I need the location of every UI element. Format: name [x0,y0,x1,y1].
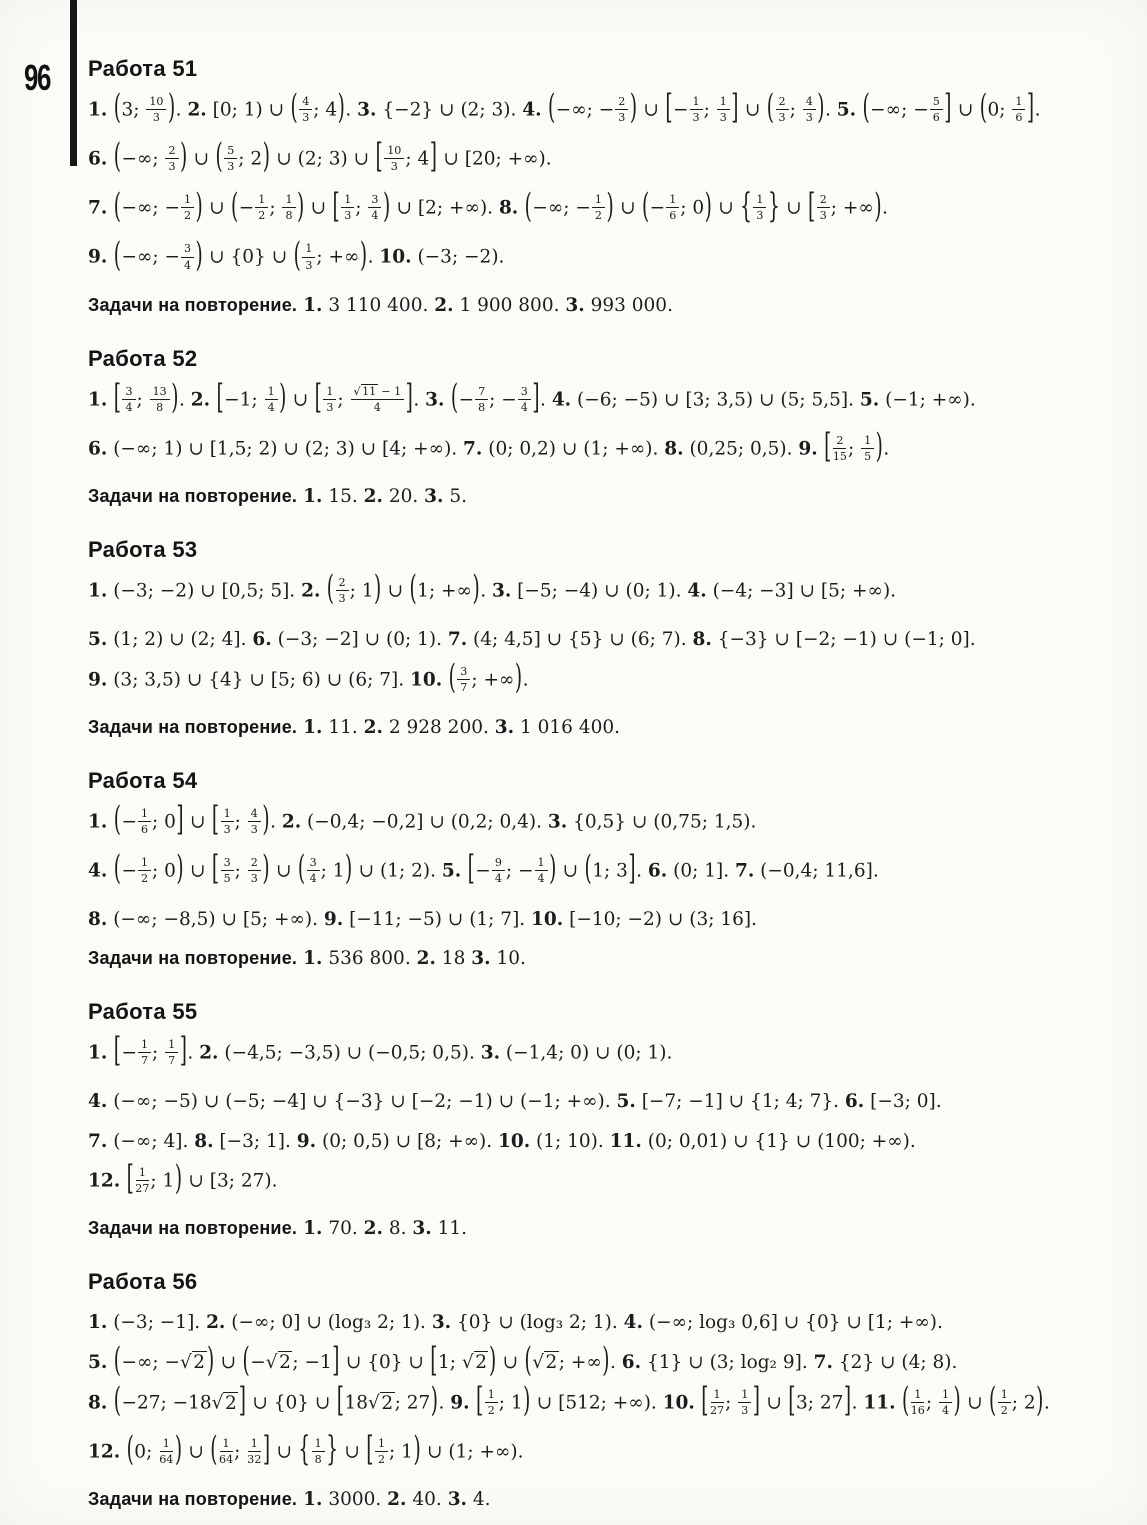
work-title: Работа 54 [88,767,198,793]
work-title: Работа 51 [88,56,198,81]
answer-line: 1. (−3; −2) ∪ [0,5; 5]. 2. ( $\frac{2}{3}$ ; 1) ∪ (1; +∞). 3. [−5; −4) ∪ (0; 1). 4. (−4; −3] ∪ [5; +∞). [88,570,897,609]
repetition-answers: 1. 15. 2. 20. 3. 5. [303,485,468,507]
section-rabota-51 [88,56,1133,319]
repetition-answers: 1. 70. 2. 8. 3. 11. [303,1218,468,1240]
section-rabota-56 [88,1269,1133,1513]
answer-line: 1. (− $\frac{1}{6}$ ; 0] ∪ [ $\frac{1}{3}$ ; $\frac{4}{3}$ ). 2. (−0,4; −0,2] ∪ (0,2; 0,4). 3. {0,5} ∪ (0,75; 1,5). [88,801,757,839]
answer-line: 4. (−∞; −5) ∪ (−5; −4] ∪ {−3} ∪ [−2; −1) ∪ (−1; +∞). 5. [−7; −1] ∪ {1; 4; 7}. 6. [−3; 0]. [88,1090,942,1112]
repetition-label: Задачи на повторение. [88,1489,298,1510]
answer-line: 1. (−3; −1]. 2. (−∞; 0] ∪ (log₃ 2; 1). 3. {0} ∪ (log₃ 2; 1). 4. (−∞; log₃ 0,6] ∪ {0} ∪ [1; +∞). [88,1312,943,1334]
answer-line: 1. [− $\frac{1}{7}$ ; $\frac{1}{7}$ ]. 2. (−4,5; −3,5) ∪ (−0,5; 0,5). 3. (−1,4; 0) ∪ (0; 1). [88,1032,673,1070]
page-number: 96 [24,57,50,98]
repetition-line [88,946,1133,972]
answer-line: 8. (−27; −18√2 ] ∪ {0} ∪ [18√2; 27). 9. [ $\frac{1}{2}$ ; 1) ∪ [512; +∞). 10. [ $\frac{1}{27}$ ; $\frac{1}{3}$ ] ∪ [3; 27]. 11. ( $\frac{1}{16}$ ; $\frac{1}{4}$ ) ∪ ( $\frac{1}{2}$ ; 2). [88,1382,1050,1421]
repetition-line [88,1216,1133,1242]
answer-line: 7. (−∞; 4]. 8. [−3; 1]. 9. (0; 0,5) ∪ [8; +∞). 10. (1; 10). 11. (0; 0,01) ∪ {1} ∪ (100; +∞). [88,1130,916,1152]
answer-line: 8. (−∞; −8,5) ∪ [5; +∞). 9. [−11; −5) ∪ (1; 7]. 10. [−10; −2) ∪ (3; 16]. [88,908,757,930]
work-title: Работа 55 [88,998,198,1024]
answer-line: 12. [ $\frac{1}{27}$ ; 1) ∪ [3; 27). [88,1160,278,1199]
answer-line: 1. [ $\frac{3}{4}$ ; $\frac{13}{8}$ ). 2. [−1; $\frac{1}{4}$ ) ∪ [ $\frac{1}{3}$ ; $\frac{√ 11 - 1}{4}$ ]. 3. (− $\frac{7}{8}$ ; − $\frac{3}{4}$ ]. 4. (−6; −5) ∪ [3; 3,5) ∪ (5; 5,5]. 5. (−1; +∞). [88,379,976,417]
repetition-line [88,293,1133,319]
repetition-label: Задачи на повторение. [88,294,298,315]
repetition-label: Задачи на повторение. [88,1218,298,1239]
answer-line: 6. (−∞; $\frac{2}{3}$ ) ∪ ( $\frac{5}{3}$ ; 2) ∪ (2; 3) ∪ [ $\frac{10}{3}$ ; 4] ∪ [20; +∞). [88,138,552,177]
answers-content [88,56,1133,1525]
section-rabota-55 [88,999,1133,1243]
work-title: Работа 53 [88,536,198,562]
section-rabota-52 [88,346,1133,510]
repetition-answers: 1. 536 800. 2. 18 3. 10. [303,947,526,969]
work-title: Работа 52 [88,345,198,371]
answer-line: 9. (3; 3,5) ∪ {4} ∪ [5; 6) ∪ (6; 7]. 10. ( $\frac{3}{7}$ ; +∞). [88,659,529,697]
section-rabota-54 [88,768,1133,972]
work-title: Работа 56 [88,1269,198,1295]
answer-line: 6. (−∞; 1) ∪ [1,5; 2) ∪ (2; 3) ∪ [4; +∞). 7. (0; 0,2) ∪ (1; +∞). 8. (0,25; 0,5). 9. [ $\frac{2}{15}$ ; $\frac{1}{5}$ ). [88,428,890,466]
answer-line: 1. (3; $\frac{10}{3}$ ). 2. [0; 1) ∪ ( $\frac{4}{3}$ ; 4). 3. {−2} ∪ (2; 3). 4. (−∞; − $\frac{2}{3}$ ) ∪ [− $\frac{1}{3}$ ; $\frac{1}{3}$ ] ∪ ( $\frac{2}{3}$ ; $\frac{4}{3}$ ). 5. (−∞; − $\frac{5}{6}$ ] ∪ (0; $\frac{1}{6}$ ]. [88,89,1041,128]
margin-rule [70,0,77,166]
answer-line: 12. (0; $\frac{1}{64}$ ) ∪ ( $\frac{1}{64}$ ; $\frac{1}{32}$ ] ∪ { $\frac{1}{8}$ } ∪ [ $\frac{1}{2}$ ; 1) ∪ (1; +∞). [88,1431,524,1470]
repetition-answers: 1. 3 110 400. 2. 1 900 800. 3. 993 000. [303,294,673,316]
repetition-label: Задачи на повторение. [88,947,298,968]
answer-line: 9. (−∞; − $\frac{3}{4}$ ) ∪ {0} ∪ ( $\frac{1}{3}$ ; +∞). 10. (−3; −2). [88,236,505,275]
repetition-line [88,715,1133,741]
answer-line: 5. (−∞; −√2 ) ∪ (−√2; −1] ∪ {0} ∪ [1; √2 ) ∪ (√2; +∞). 6. {1} ∪ (3; log₂ 9]. 7. {2} ∪ (4; 8). [88,1342,958,1380]
answer-line: 5. (1; 2) ∪ (2; 4]. 6. (−3; −2] ∪ (0; 1). 7. (4; 4,5] ∪ {5} ∪ (6; 7). 8. {−3} ∪ [−2; −1) ∪ (−1; 0]. [88,628,976,650]
repetition-label: Задачи на повторение. [88,716,298,737]
section-rabota-53 [88,537,1133,741]
repetition-answers: 1. 3000. 2. 40. 3. 4. [303,1489,491,1511]
answer-line: 7. (−∞; − $\frac{1}{2}$ ) ∪ (− $\frac{1}{2}$ ; $\frac{1}{8}$ ) ∪ [ $\frac{1}{3}$ ; $\frac{3}{4}$ ) ∪ [2; +∞). 8. (−∞; − $\frac{1}{2}$ ) ∪ (− $\frac{1}{6}$ ; 0) ∪ { $\frac{1}{3}$ } ∪ [ $\frac{2}{3}$ ; +∞). [88,187,888,226]
repetition-label: Задачи на повторение. [88,485,298,506]
repetition-line [88,484,1133,510]
repetition-answers: 1. 11. 2. 2 928 200. 3. 1 016 400. [303,716,620,738]
repetition-line [88,1487,1133,1513]
answer-line: 4. (− $\frac{1}{2}$ ; 0) ∪ [ $\frac{3}{5}$ ; $\frac{2}{3}$ ) ∪ ( $\frac{3}{4}$ ; 1) ∪ (1; 2). 5. [− $\frac{9}{4}$ ; − $\frac{1}{4}$ ) ∪ (1; 3]. 6. (0; 1]. 7. (−0,4; 11,6]. [88,850,879,889]
